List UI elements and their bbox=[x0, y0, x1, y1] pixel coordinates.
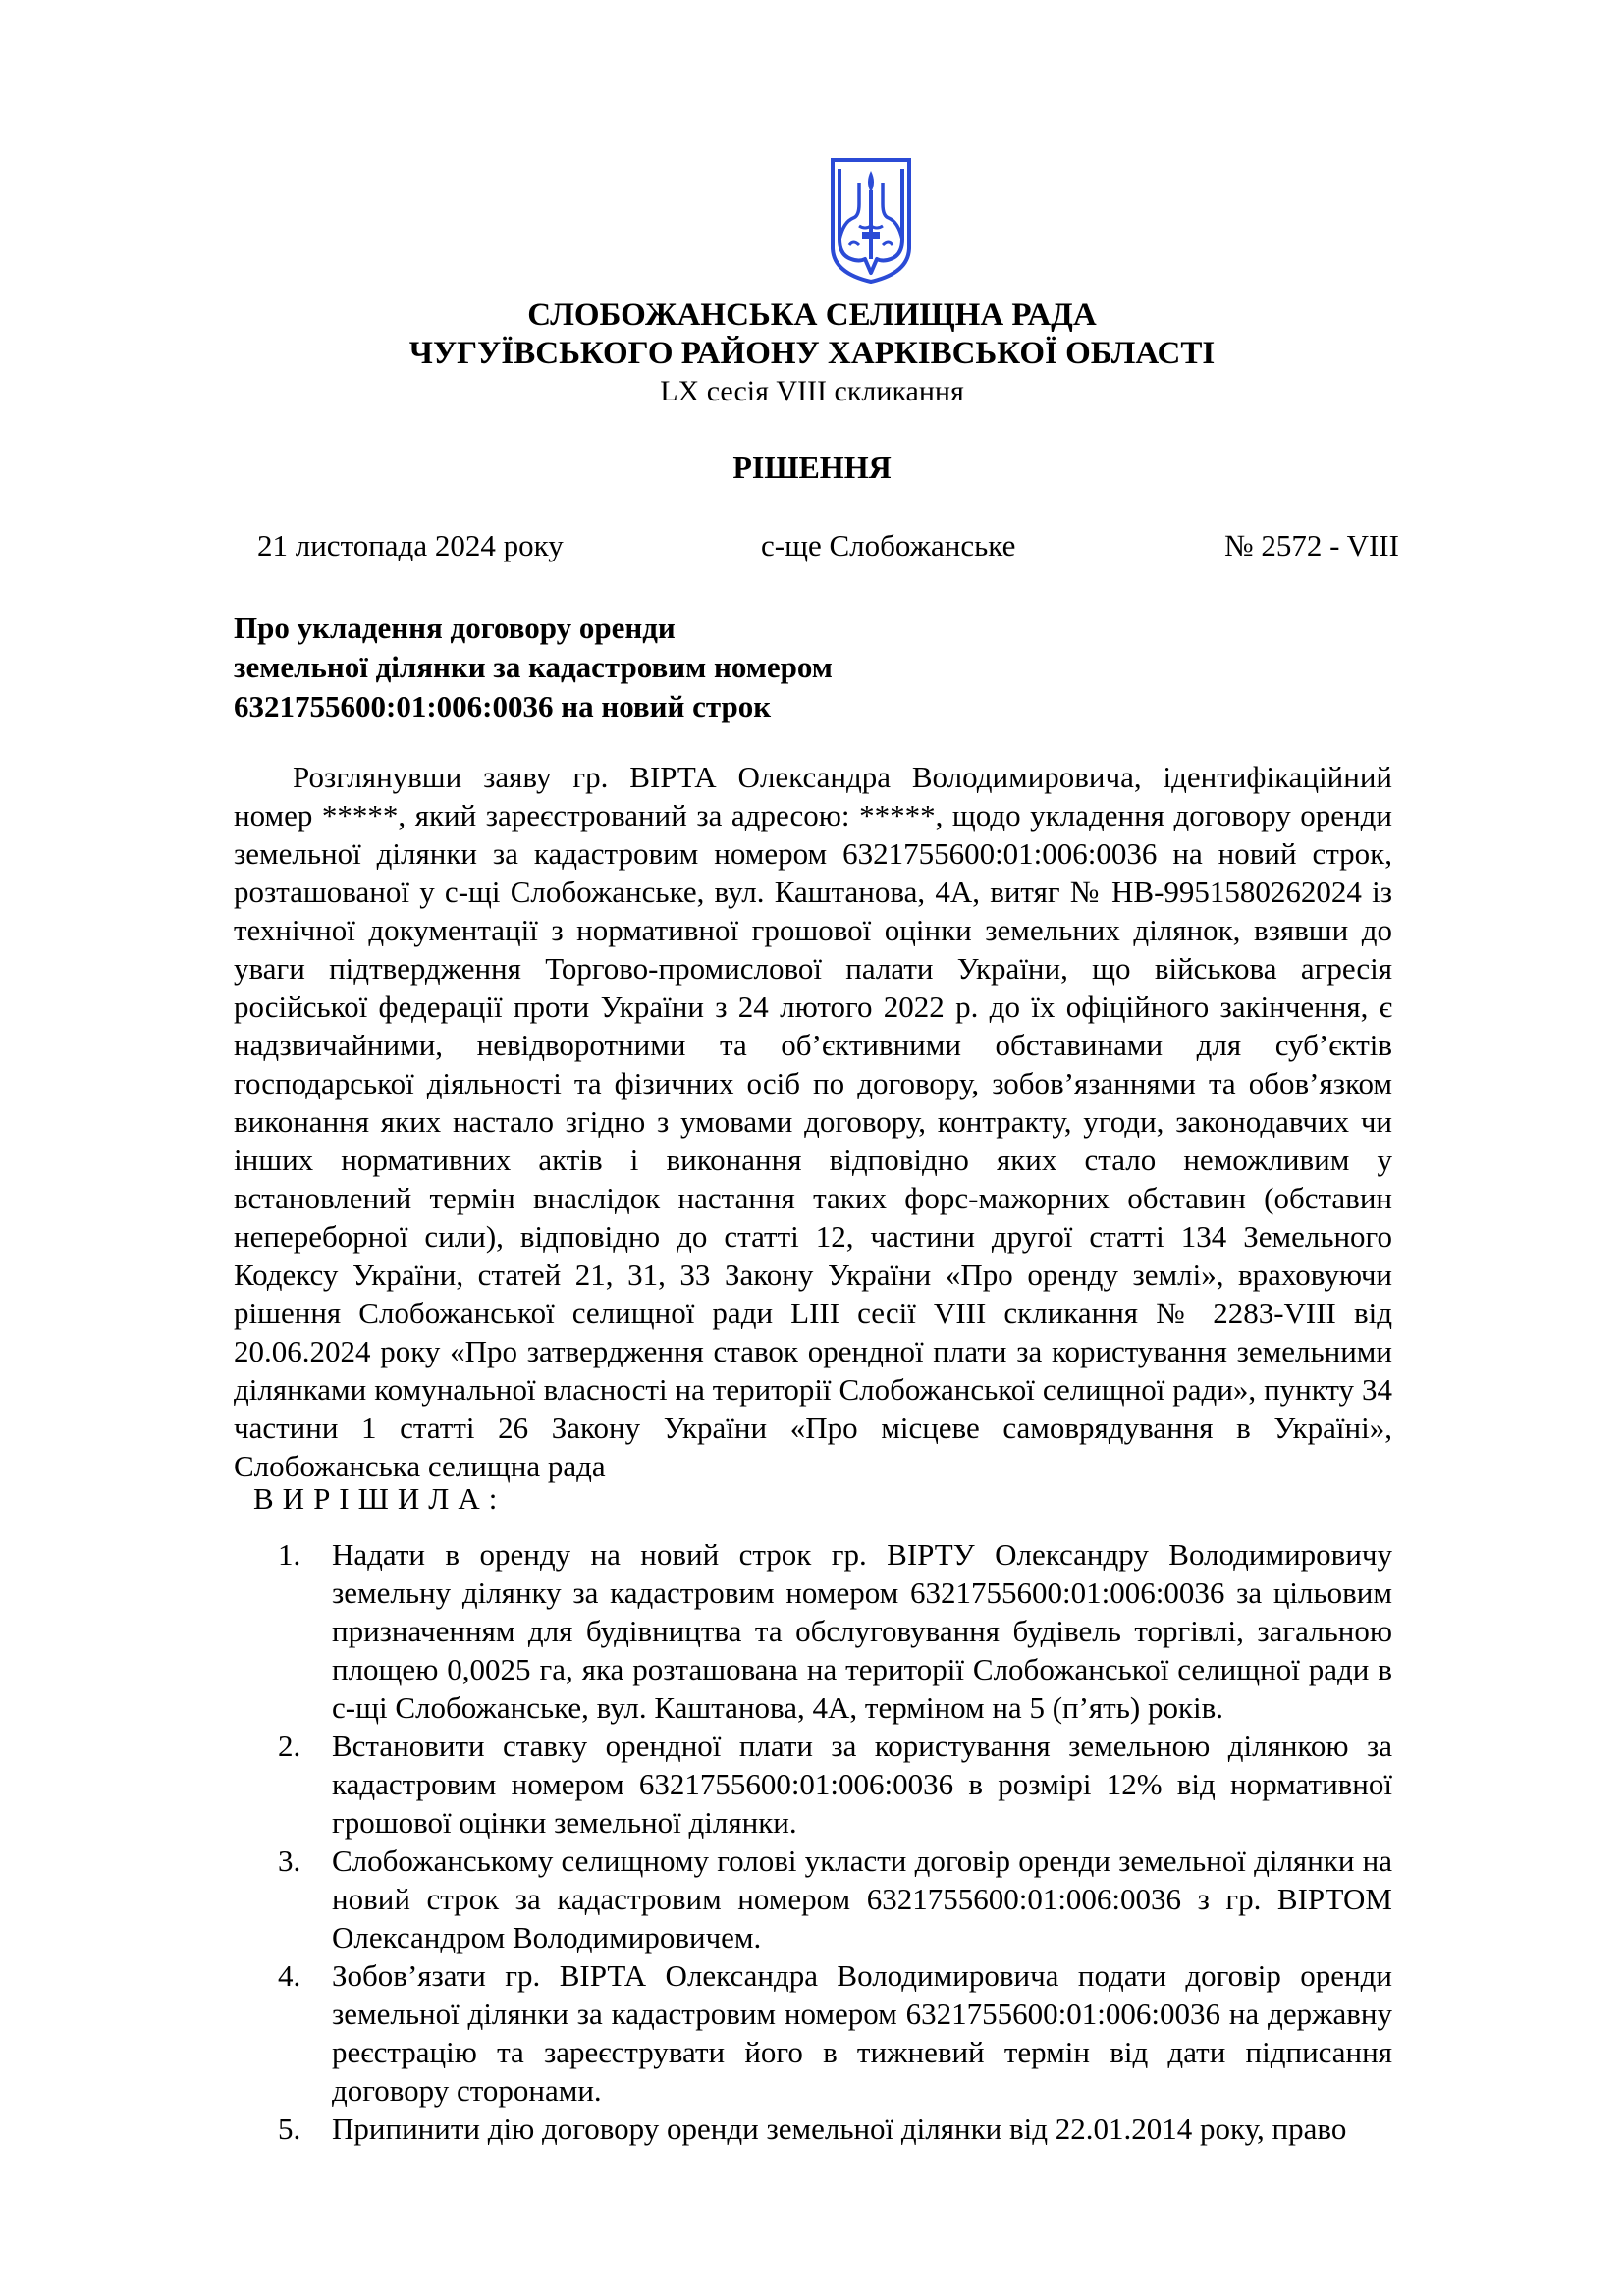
item-text: Зобов’язати гр. ВІРТА Олександра Володимировича подати договір оренди земельної ділянки за кадастровим номером 6321755600:01:006:0036 на державну реєстрацію та зареєструвати його в тижневий термін від дати підписання договору сторонами. bbox=[332, 1958, 1392, 2108]
decided-heading: ВИРІШИЛА: bbox=[253, 1481, 507, 1516]
item-number: 2. bbox=[278, 1729, 301, 1763]
district-name: ЧУГУЇВСЬКОГО РАЙОНУ ХАРКІВСЬКОЇ ОБЛАСТІ bbox=[408, 336, 1216, 371]
item-text: Встановити ставку орендної плати за користування земельною ділянкою за кадастровим номером 6321755600:01:006:0036 в розмірі 12% від нормативної грошової оцінки земельної ділянки. bbox=[332, 1729, 1392, 1840]
item-number: 3. bbox=[278, 1843, 301, 1878]
subject-line: 6321755600:01:006:0036 на новий строк bbox=[234, 689, 772, 723]
subject-line: Про укладення договору оренди bbox=[234, 611, 676, 645]
subject-line: земельної ділянки за кадастровим номером bbox=[234, 650, 833, 684]
item-text: Надати в оренду на новий строк гр. ВІРТУ Олександру Володимировичу земельну ділянку за кадастровим номером 6321755600:01:006:0036 за цільовим призначенням для будівництва та обслуговування будівель торгівлі, загальною площею 0,0025 га, яка розташована на території Слобожанської селищної ради в с-щі Слобожанське, вул. Каштанова, 4А, терміном на 5 (п’ять) років. bbox=[332, 1537, 1392, 1725]
item-text: Слобожанському селищному голові укласти договір оренди земельної ділянки на новий строк за кадастровим номером 6321755600:01:006:0036 з гр. ВІРТОМ Олександром Володимировичем. bbox=[332, 1843, 1392, 1954]
item-text: Припинити дію договору оренди земельної ділянки від 22.01.2014 року, право bbox=[332, 2111, 1347, 2146]
decision-item bbox=[278, 1535, 1392, 1727]
item-number: 1. bbox=[278, 1537, 301, 1572]
item-number: 5. bbox=[278, 2111, 301, 2146]
decision-place: с-ще Слобожанське bbox=[761, 528, 1016, 562]
preamble-paragraph: Розглянувши заяву гр. ВІРТА Олександра Володимировича, ідентифікаційний номер *****, який зареєстрований за адресою: *****, щодо укладення договору оренди земельної ділянки за кадастровим номером 6321755600:01:006:0036 на новий строк, розташованої у с-щі Слобожанське, вул. Каштанова, 4А, витяг № НВ-9951580262024 із технічної документації з нормативної грошової оцінки земельних ділянок, взявши до уваги підтвердження Торгово-промислової палати України, що військова агресія російської федерації проти України з 24 лютого 2022 р. до їх офіційного закінчення, є надзвичайними, невідворотними та об’єктивними обставинами для суб’єктів господарської діяльності та фізичних осіб по договору, зобов’язаннями та обов’язком виконання яких настало згідно з умовами договору, контракту, угоди, законодавчих чи інших нормативних актів і виконання відповідно яких стало неможливим у встановлений термін внаслідок настання таких форс-мажорних обставин (обставин непереборної сили), відповідно до статті 12, частини другої статті 134 Земельного Кодексу України, статей 21, 31, 33 Закону України «Про оренду землі», враховуючи рішення Слобожанської селищної ради LIII сесії VIII скликання № 2283-VIII від 20.06.2024 року «Про затвердження ставок орендної плати за користування земельними ділянками комунальної власності на території Слобожанської селищної ради», пункту 34 частини 1 статті 26 Закону України «Про місцеве самоврядування в Україні», Слобожанська селищна рада bbox=[234, 760, 1392, 1483]
decision-subject bbox=[234, 609, 980, 726]
decision-number: № 2572 - VIII bbox=[1224, 528, 1399, 562]
council-name: СЛОБОЖАНСЬКА СЕЛИЩНА РАДА bbox=[527, 297, 1097, 333]
decision-item bbox=[278, 1956, 1392, 2109]
decision-date: 21 листопада 2024 року bbox=[257, 528, 564, 562]
decision-item bbox=[278, 1727, 1392, 1842]
session-line: LX сесія VIII скликання bbox=[660, 375, 964, 407]
decision-item bbox=[278, 1842, 1392, 1956]
decision-items-list bbox=[278, 1535, 1392, 2148]
item-number: 4. bbox=[278, 1958, 301, 1993]
ukraine-coat-of-arms-icon bbox=[830, 157, 912, 285]
document-title: РІШЕННЯ bbox=[732, 450, 892, 485]
decision-item bbox=[278, 2109, 1392, 2148]
